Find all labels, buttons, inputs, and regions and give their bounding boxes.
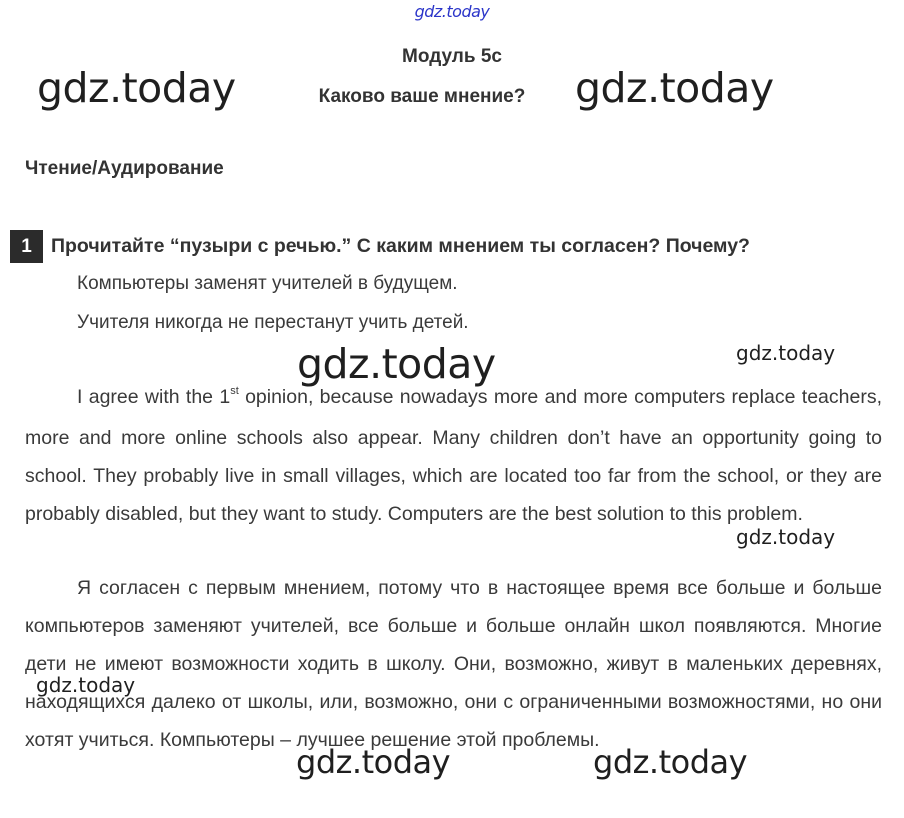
task-instruction: Прочитайте “пузыри с речью.” С каким мнением ты согласен? Почему? (51, 235, 750, 257)
watermark: gdz.today (297, 340, 496, 388)
opinion-item: Компьютеры заменят учителей в будущем. (77, 273, 458, 294)
watermark: gdz.today (36, 673, 136, 697)
ordinal-suffix: st (230, 385, 239, 397)
watermark: gdz.today (296, 743, 451, 781)
task-number: 1 (10, 230, 43, 263)
watermark: gdz.today (736, 341, 836, 365)
answer-english (25, 378, 882, 533)
watermark: gdz.today (37, 64, 236, 112)
opinion-item: Учителя никогда не перестанут учить детей. (77, 312, 469, 333)
section-title: Чтение/Аудирование (25, 158, 224, 179)
answer-russian: Я согласен с первым мнением, потому что в настоящее время все больше и больше компьютеров заменяют учителей, все больше и больше онлайн школ появляются. Многие дети не имеют возможности ходить в школу. Они, возможно, живут в маленьких деревнях, находящихся далеко от школы, или, возможно, они с ограниченными возможностями, но они хотят учиться. Компьютеры – лучшее решение этой проблемы. (25, 577, 882, 751)
module-subtitle: Каково ваше мнение? (318, 86, 526, 107)
answer-english-start: I agree with the 1 (77, 386, 231, 408)
watermark: gdz.today (575, 64, 774, 112)
watermark-top: gdz.today (414, 2, 490, 21)
answer-english-rest: opinion, because nowadays more and more computers replace teachers, more and more online schools also appear. Many children don’t have an opportunity going to school. They probably live in small villages, which are located too far from the school, or they are probably disabled, but they want to study. Computers are the best solution to this problem. (25, 386, 882, 525)
watermark: gdz.today (736, 525, 836, 549)
module-title: Модуль 5c (402, 46, 502, 67)
watermark: gdz.today (593, 743, 748, 781)
